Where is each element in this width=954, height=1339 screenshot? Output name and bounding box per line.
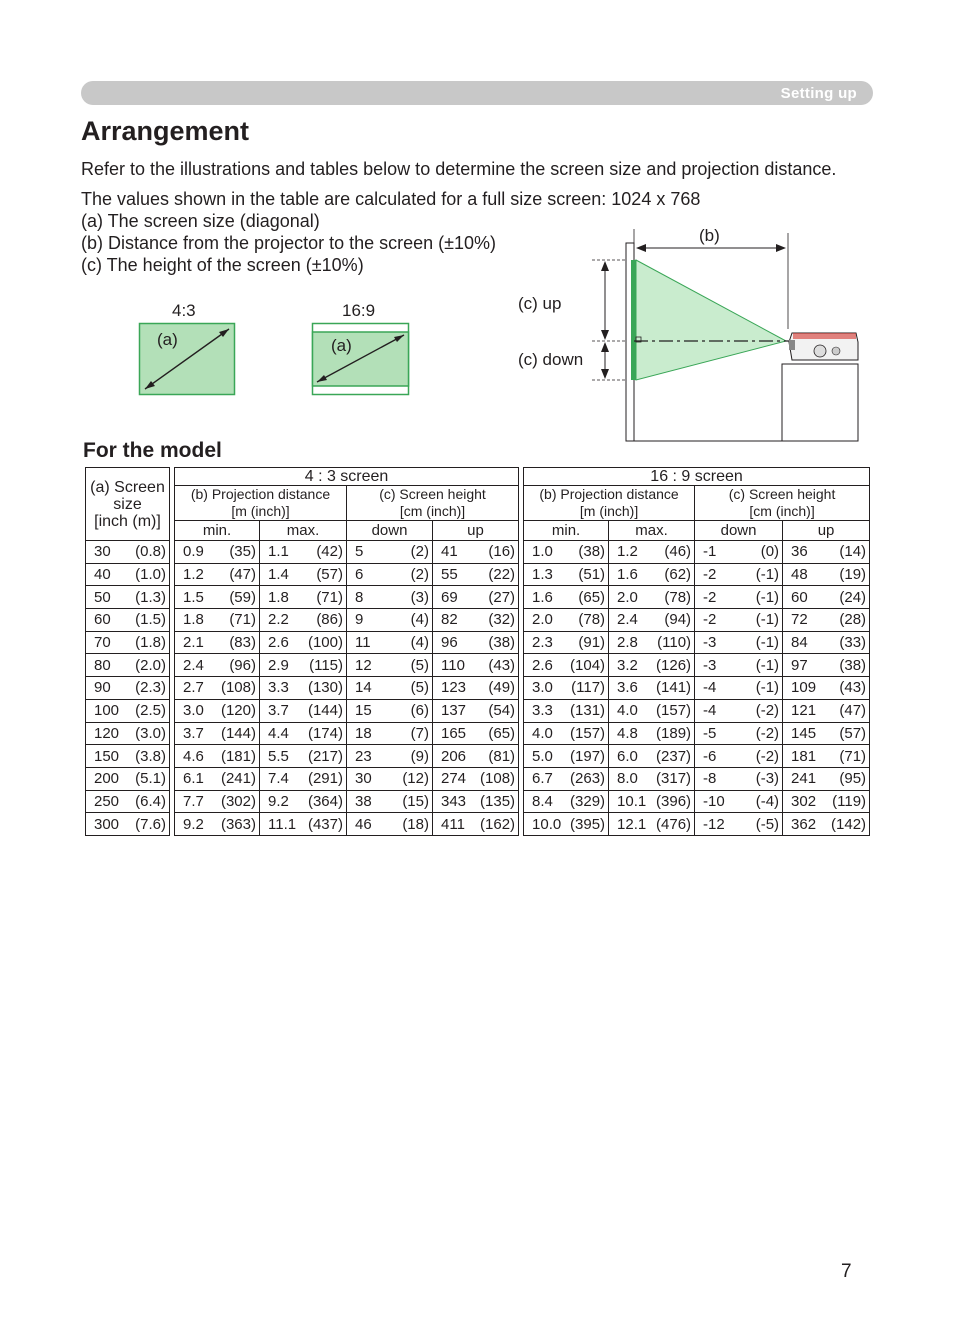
table-row bbox=[86, 813, 870, 836]
table-cell: 1.6 (65) bbox=[524, 586, 609, 609]
table-cell: -5 (-2) bbox=[695, 722, 783, 745]
table-cell: 36 (14) bbox=[783, 541, 870, 564]
table-cell: 10.1 (396) bbox=[609, 790, 695, 813]
table-cell: 18 (7) bbox=[347, 722, 433, 745]
table-cell: -2 (-1) bbox=[695, 609, 783, 632]
table-cell: 1.1 (42) bbox=[260, 541, 347, 564]
table-cell: 70 (1.8) bbox=[86, 631, 170, 654]
table-cell: 3.3 (130) bbox=[260, 677, 347, 700]
section-label: Setting up bbox=[780, 85, 857, 102]
table-cell: 5.5 (217) bbox=[260, 745, 347, 768]
table-cell: 60 (1.5) bbox=[86, 609, 170, 632]
table-cell: 72 (28) bbox=[783, 609, 870, 632]
table-cell: -10 (-4) bbox=[695, 790, 783, 813]
table-row bbox=[86, 699, 870, 722]
table-cell: 2.8 (110) bbox=[609, 631, 695, 654]
table-cell: 8 (3) bbox=[347, 586, 433, 609]
table-cell: 3.7 (144) bbox=[175, 722, 260, 745]
table-cell: 8.4 (329) bbox=[524, 790, 609, 813]
page-number: 7 bbox=[841, 1261, 852, 1282]
table-cell: 2.4 (94) bbox=[609, 609, 695, 632]
table-cell: 0.9 (35) bbox=[175, 541, 260, 564]
table-cell: 84 (33) bbox=[783, 631, 870, 654]
table-cell: 110 (43) bbox=[433, 654, 519, 677]
proj-distance-header-4-3: (b) Projection distance [m (inch)] bbox=[175, 486, 347, 521]
table-cell: 3.0 (120) bbox=[175, 699, 260, 722]
table-row bbox=[86, 631, 870, 654]
table-cell: 11 (4) bbox=[347, 631, 433, 654]
table-cell: 1.5 (59) bbox=[175, 586, 260, 609]
table-cell: 1.2 (46) bbox=[609, 541, 695, 564]
table-row bbox=[86, 745, 870, 768]
values-note: The values shown in the table are calculated for a full size screen: 1024 x 768 bbox=[81, 189, 701, 209]
screen-height-header-16-9: (c) Screen height [cm (inch)] bbox=[695, 486, 870, 521]
projection-spec-table bbox=[85, 467, 870, 836]
table-cell: 80 (2.0) bbox=[86, 654, 170, 677]
table-cell: 1.6 (62) bbox=[609, 563, 695, 586]
table-cell: 3.0 (117) bbox=[524, 677, 609, 700]
table-cell: 4.6 (181) bbox=[175, 745, 260, 768]
table-cell: 50 (1.3) bbox=[86, 586, 170, 609]
table-cell: 250 (6.4) bbox=[86, 790, 170, 813]
page-title: Arrangement bbox=[81, 116, 250, 146]
table-cell: 3.3 (131) bbox=[524, 699, 609, 722]
table-cell: 9.2 (363) bbox=[175, 813, 260, 836]
table-cell: 90 (2.3) bbox=[86, 677, 170, 700]
diagonal-label-4-3: (a) bbox=[157, 330, 178, 349]
table-cell: 7.7 (302) bbox=[175, 790, 260, 813]
table-cell: 241 (95) bbox=[783, 767, 870, 790]
definition-c: (c) The height of the screen (±10%) bbox=[81, 255, 364, 275]
table-cell: 100 (2.5) bbox=[86, 699, 170, 722]
table-cell: 137 (54) bbox=[433, 699, 519, 722]
table-row bbox=[86, 722, 870, 745]
group-header-4-3: 4 : 3 screen bbox=[175, 468, 519, 486]
section-header-bar bbox=[81, 81, 873, 105]
table-cell: 12.1 (476) bbox=[609, 813, 695, 836]
table-cell: -3 (-1) bbox=[695, 654, 783, 677]
aspect-label-4-3: 4:3 bbox=[172, 301, 196, 320]
table-cell: 8.0 (317) bbox=[609, 767, 695, 790]
table-cell: 1.8 (71) bbox=[175, 609, 260, 632]
table-cell: 302 (119) bbox=[783, 790, 870, 813]
table-cell: 4.0 (157) bbox=[524, 722, 609, 745]
table-cell: -4 (-2) bbox=[695, 699, 783, 722]
table-cell: 41 (16) bbox=[433, 541, 519, 564]
subheader-up: up bbox=[783, 521, 870, 541]
table-cell: 109 (43) bbox=[783, 677, 870, 700]
table-cell: 5 (2) bbox=[347, 541, 433, 564]
subheader-max: max. bbox=[260, 521, 347, 541]
diagonal-label-16-9: (a) bbox=[331, 336, 352, 355]
subheader-up: up bbox=[433, 521, 519, 541]
table-cell: 46 (18) bbox=[347, 813, 433, 836]
table-cell: 362 (142) bbox=[783, 813, 870, 836]
table-row bbox=[86, 563, 870, 586]
table-cell: 9 (4) bbox=[347, 609, 433, 632]
table-cell: 145 (57) bbox=[783, 722, 870, 745]
table-cell: 1.0 (38) bbox=[524, 541, 609, 564]
table-cell: 2.4 (96) bbox=[175, 654, 260, 677]
table-cell: 38 (15) bbox=[347, 790, 433, 813]
table-cell: 12 (5) bbox=[347, 654, 433, 677]
table-cell: 1.4 (57) bbox=[260, 563, 347, 586]
table-row bbox=[86, 541, 870, 564]
table-cell: 69 (27) bbox=[433, 586, 519, 609]
table-cell: 1.2 (47) bbox=[175, 563, 260, 586]
table-cell: 120 (3.0) bbox=[86, 722, 170, 745]
table-cell: 14 (5) bbox=[347, 677, 433, 700]
table-cell: 2.3 (91) bbox=[524, 631, 609, 654]
table-cell: 48 (19) bbox=[783, 563, 870, 586]
table-cell: 3.2 (126) bbox=[609, 654, 695, 677]
table-cell: 7.4 (291) bbox=[260, 767, 347, 790]
table-row bbox=[86, 609, 870, 632]
table-cell: 9.2 (364) bbox=[260, 790, 347, 813]
table-cell: -4 (-1) bbox=[695, 677, 783, 700]
table-cell: 165 (65) bbox=[433, 722, 519, 745]
table-cell: 1.3 (51) bbox=[524, 563, 609, 586]
table-cell: 3.7 (144) bbox=[260, 699, 347, 722]
subheader-max: max. bbox=[609, 521, 695, 541]
table-cell: 15 (6) bbox=[347, 699, 433, 722]
table-cell: 3.6 (141) bbox=[609, 677, 695, 700]
table-cell: 1.8 (71) bbox=[260, 586, 347, 609]
table-cell: 2.0 (78) bbox=[524, 609, 609, 632]
table-row bbox=[86, 586, 870, 609]
table-cell: 181 (71) bbox=[783, 745, 870, 768]
table-cell: 2.6 (104) bbox=[524, 654, 609, 677]
distance-b-label: (b) bbox=[699, 226, 720, 245]
screen-height-header-4-3: (c) Screen height [cm (inch)] bbox=[347, 486, 519, 521]
table-cell: 343 (135) bbox=[433, 790, 519, 813]
table-cell: 55 (22) bbox=[433, 563, 519, 586]
table-cell: -2 (-1) bbox=[695, 563, 783, 586]
aspect-label-16-9: 16:9 bbox=[342, 301, 376, 320]
table-cell: 6.1 (241) bbox=[175, 767, 260, 790]
table-cell: 23 (9) bbox=[347, 745, 433, 768]
table-cell: 2.1 (83) bbox=[175, 631, 260, 654]
table-row bbox=[86, 790, 870, 813]
table-cell: -12 (-5) bbox=[695, 813, 783, 836]
table-cell: 5.0 (197) bbox=[524, 745, 609, 768]
height-down-label: (c) down bbox=[518, 350, 584, 369]
table-cell: 2.2 (86) bbox=[260, 609, 347, 632]
table-cell: 411 (162) bbox=[433, 813, 519, 836]
table-row bbox=[86, 677, 870, 700]
screen-size-header: (a) Screen size [inch (m)] bbox=[86, 468, 170, 541]
table-cell: 6 (2) bbox=[347, 563, 433, 586]
table-cell: 300 (7.6) bbox=[86, 813, 170, 836]
table-cell: 97 (38) bbox=[783, 654, 870, 677]
subheader-down: down bbox=[695, 521, 783, 541]
table-cell: 6.7 (263) bbox=[524, 767, 609, 790]
height-up-label: (c) up bbox=[518, 294, 562, 313]
table-row bbox=[86, 767, 870, 790]
table-cell: -2 (-1) bbox=[695, 586, 783, 609]
table-cell: 200 (5.1) bbox=[86, 767, 170, 790]
table-cell: 30 (12) bbox=[347, 767, 433, 790]
group-header-16-9: 16 : 9 screen bbox=[524, 468, 870, 486]
table-cell: 2.0 (78) bbox=[609, 586, 695, 609]
table-cell: 2.6 (100) bbox=[260, 631, 347, 654]
definition-b: (b) Distance from the projector to the screen (±10%) bbox=[81, 233, 497, 253]
proj-distance-header-16-9: (b) Projection distance [m (inch)] bbox=[524, 486, 695, 521]
table-cell: 30 (0.8) bbox=[86, 541, 170, 564]
definition-a: (a) The screen size (diagonal) bbox=[81, 211, 320, 231]
table-cell: -6 (-2) bbox=[695, 745, 783, 768]
table-cell: 96 (38) bbox=[433, 631, 519, 654]
table-cell: 40 (1.0) bbox=[86, 563, 170, 586]
screen-16-9-illustration bbox=[312, 323, 409, 395]
table-cell: -1 (0) bbox=[695, 541, 783, 564]
projection-side-diagram bbox=[586, 225, 862, 445]
table-cell: 82 (32) bbox=[433, 609, 519, 632]
table-cell: 274 (108) bbox=[433, 767, 519, 790]
table-cell: 206 (81) bbox=[433, 745, 519, 768]
table-cell: 6.0 (237) bbox=[609, 745, 695, 768]
model-title: For the model bbox=[83, 439, 222, 462]
table-cell: 4.4 (174) bbox=[260, 722, 347, 745]
table-cell: 2.9 (115) bbox=[260, 654, 347, 677]
subheader-min: min. bbox=[175, 521, 260, 541]
table-cell: 4.0 (157) bbox=[609, 699, 695, 722]
table-cell: 150 (3.8) bbox=[86, 745, 170, 768]
table-cell: -3 (-1) bbox=[695, 631, 783, 654]
table-cell: 4.8 (189) bbox=[609, 722, 695, 745]
table-cell: 60 (24) bbox=[783, 586, 870, 609]
table-cell: 10.0 (395) bbox=[524, 813, 609, 836]
table-cell: -8 (-3) bbox=[695, 767, 783, 790]
table-cell: 11.1 (437) bbox=[260, 813, 347, 836]
subheader-down: down bbox=[347, 521, 433, 541]
table-cell: 121 (47) bbox=[783, 699, 870, 722]
table-cell: 123 (49) bbox=[433, 677, 519, 700]
table-cell: 2.7 (108) bbox=[175, 677, 260, 700]
table-row bbox=[86, 654, 870, 677]
intro-text: Refer to the illustrations and tables below to determine the screen size and projection distance. bbox=[81, 159, 837, 179]
screen-4-3-illustration bbox=[139, 323, 235, 395]
subheader-min: min. bbox=[524, 521, 609, 541]
